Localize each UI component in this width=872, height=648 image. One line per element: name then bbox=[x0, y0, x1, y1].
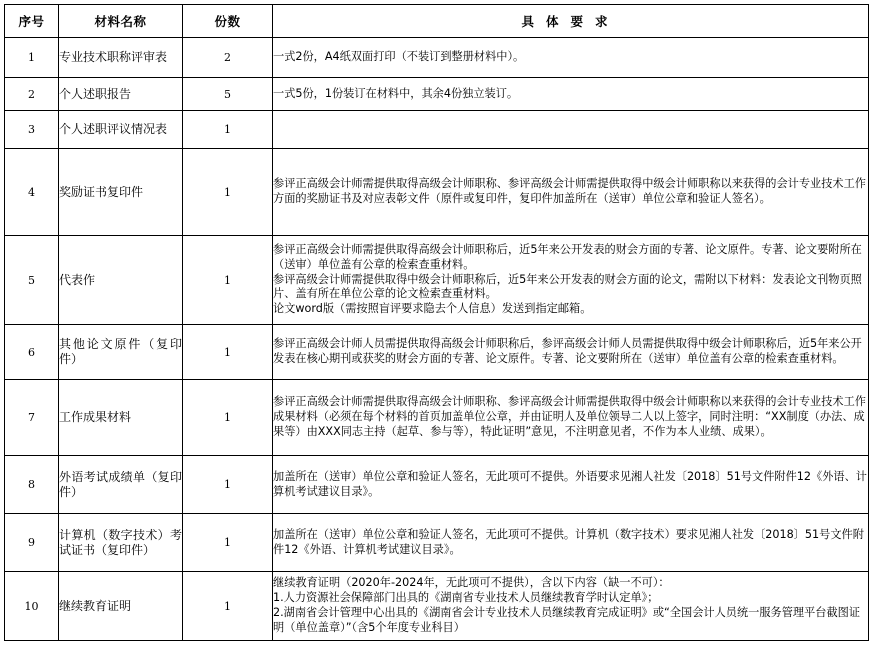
requirement-line: 继续教育证明（2020年-2024年，无此项可不提供），含以下内容（缺一不可）： bbox=[273, 576, 670, 590]
table-row bbox=[5, 78, 869, 111]
row-copies: 2 bbox=[183, 38, 273, 78]
row-material-name: 计算机（数字技术）考试证书（复印件） bbox=[59, 514, 183, 572]
row-copies: 1 bbox=[183, 380, 273, 456]
materials-table bbox=[4, 4, 869, 641]
row-material-name: 个人述职报告 bbox=[59, 78, 183, 111]
requirement-line: 参评高级会计师需提供取得中级会计师职称后，近5年来公开发表的财会方面的论文，需附以下材料：发表论文刊物页照片、盖有所在单位公章的论文检索查重材料。 bbox=[273, 272, 862, 301]
row-index: 6 bbox=[5, 325, 59, 380]
row-requirements bbox=[273, 38, 869, 78]
row-requirements bbox=[273, 380, 869, 456]
table-row bbox=[5, 514, 869, 572]
row-index: 8 bbox=[5, 456, 59, 514]
row-material-name: 奖励证书复印件 bbox=[59, 149, 183, 236]
row-requirements bbox=[273, 78, 869, 111]
requirement-line: 一式5份，1份装订在材料中，其余4份独立装订。 bbox=[273, 86, 519, 100]
table-row bbox=[5, 111, 869, 149]
header-row bbox=[5, 5, 869, 38]
requirement-line: 参评正高级会计师需提供取得高级会计师职称、参评高级会计师需提供取得中级会计师职称以来获得的会计专业技术工作成果材料（必须在每个材料的首页加盖单位公章，并由证明人及单位领导二人以上签字，同时注明：“XX制度（办法、成果等）由XXX同志主持（起草、参与等），特此证明”意见，不注明意见者，不作为本人业绩、成果）。 bbox=[273, 395, 866, 438]
row-requirements bbox=[273, 236, 869, 325]
requirement-line: 2.湖南省会计管理中心出具的《湖南省会计专业技术人员继续教育完成证明》或“全国会计人员统一服务管理平台截图证明（单位盖章）”（含5个年度专业科目） bbox=[273, 606, 861, 634]
requirement-line: 参评正高级会计师需提供取得高级会计师职称后，近5年来公开发表的财会方面的专著、论文原件。专著、论文要附所在（送审）单位盖有公章的检索查重材料。 bbox=[273, 243, 862, 271]
row-material-name: 外语考试成绩单（复印件） bbox=[59, 456, 183, 514]
row-index: 5 bbox=[5, 236, 59, 325]
row-index: 2 bbox=[5, 78, 59, 111]
row-copies: 1 bbox=[183, 456, 273, 514]
row-index: 4 bbox=[5, 149, 59, 236]
row-requirements bbox=[273, 149, 869, 236]
row-material-name: 继续教育证明 bbox=[59, 572, 183, 641]
row-index: 1 bbox=[5, 38, 59, 78]
row-copies: 1 bbox=[183, 111, 273, 149]
table-row bbox=[5, 325, 869, 380]
requirement-line: 1.人力资源社会保障部门出具的《湖南省专业技术人员继续教育学时认定单》； bbox=[273, 591, 659, 605]
row-requirements bbox=[273, 456, 869, 514]
header-copies: 份数 bbox=[183, 5, 273, 38]
row-copies: 5 bbox=[183, 78, 273, 111]
table-row bbox=[5, 380, 869, 456]
row-material-name: 工作成果材料 bbox=[59, 380, 183, 456]
table-row bbox=[5, 456, 869, 514]
table-row bbox=[5, 149, 869, 236]
table-row bbox=[5, 236, 869, 325]
header-index: 序号 bbox=[5, 5, 59, 38]
table-row bbox=[5, 38, 869, 78]
row-requirements bbox=[273, 325, 869, 380]
row-copies: 1 bbox=[183, 572, 273, 641]
requirement-line: 加盖所在（送审）单位公章和验证人签名，无此项可不提供。外语要求见湘人社发〔2018〕51号文件附件12《外语、计算机考试建议目录》。 bbox=[273, 469, 867, 498]
requirement-line: 加盖所在（送审）单位公章和验证人签名，无此项可不提供。计算机（数字技术）要求见湘人社发〔2018〕51号文件附件12《外语、计算机考试建议目录》。 bbox=[273, 527, 864, 556]
table-body bbox=[5, 38, 869, 641]
row-requirements bbox=[273, 572, 869, 641]
row-material-name: 其他论文原件（复印件） bbox=[59, 325, 183, 380]
requirement-line: 论文word版（需按照盲评要求隐去个人信息）发送到指定邮箱。 bbox=[273, 302, 592, 316]
requirement-line: 参评正高级会计师需提供取得高级会计师职称、参评高级会计师需提供取得中级会计师职称以来获得的会计专业技术工作方面的奖励证书及对应表彰文件（原件或复印件，复印件加盖所在（送审）单位公章和验证人签名）。 bbox=[273, 177, 866, 205]
header-requirements: 具体要求 bbox=[273, 5, 869, 38]
requirement-line: 参评正高级会计师人员需提供取得高级会计师职称后，参评高级会计师人员需提供取得中级会计师职称后，近5年来公开发表在核心期刊或获奖的财会方面的专著、论文原件。专著、论文要附所在（送审）单位盖有公章的检索查重材料。 bbox=[273, 337, 862, 365]
row-index: 9 bbox=[5, 514, 59, 572]
row-requirements bbox=[273, 514, 869, 572]
row-copies: 1 bbox=[183, 149, 273, 236]
row-index: 7 bbox=[5, 380, 59, 456]
row-material-name: 个人述职评议情况表 bbox=[59, 111, 183, 149]
table-row bbox=[5, 572, 869, 641]
row-copies: 1 bbox=[183, 236, 273, 325]
row-index: 3 bbox=[5, 111, 59, 149]
requirement-line: 一式2份，A4纸双面打印（不装订到整册材料中）。 bbox=[273, 50, 525, 64]
row-copies: 1 bbox=[183, 325, 273, 380]
row-copies: 1 bbox=[183, 514, 273, 572]
row-material-name: 专业技术职称评审表 bbox=[59, 38, 183, 78]
header-name: 材料名称 bbox=[59, 5, 183, 38]
row-material-name: 代表作 bbox=[59, 236, 183, 325]
row-requirements bbox=[273, 111, 869, 149]
row-index: 10 bbox=[5, 572, 59, 641]
